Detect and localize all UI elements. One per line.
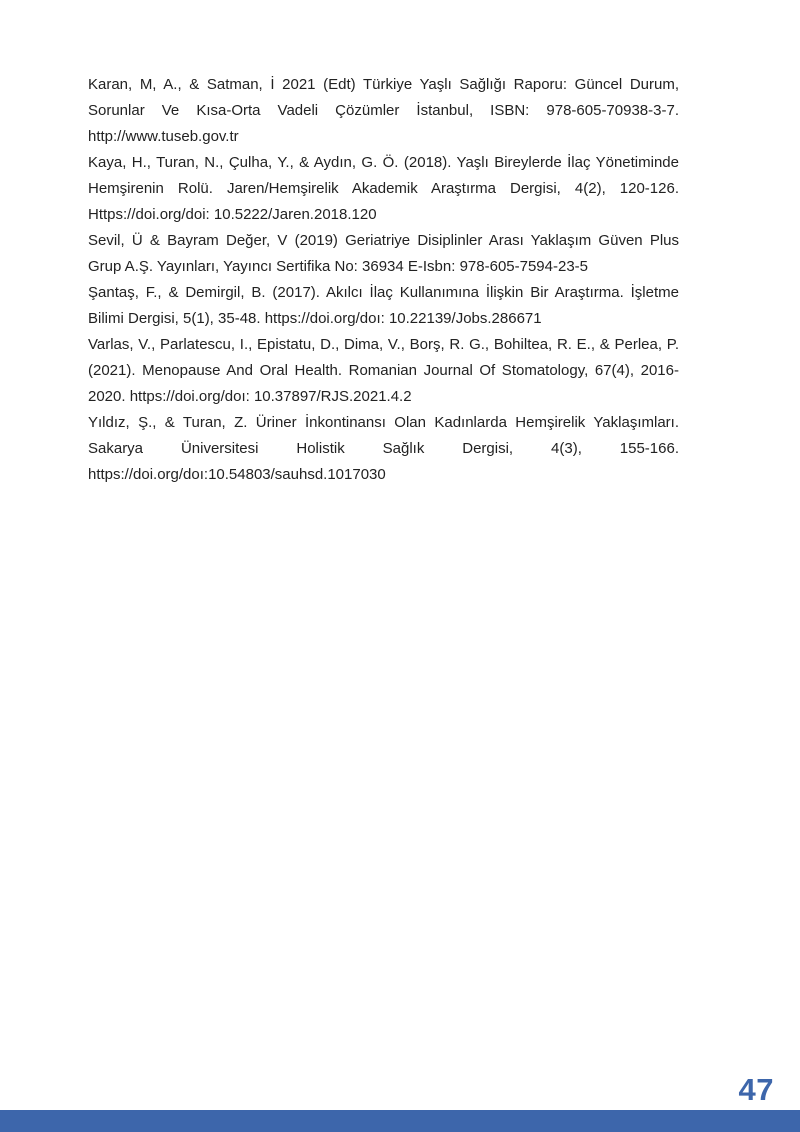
reference-entry-kaya: Kaya, H., Turan, N., Çulha, Y., & Aydın, G. Ö. (2018). Yaşlı Bireylerde İlaç Yönetiminde Hemşirenin Rolü. Jaren/Hemşirelik Akademik Araştırma Dergisi, 4(2), 120-126. Https://doi.org/doi: 10.5222/Jaren.2018.120 xyxy=(88,154,679,223)
reference-entry-sevil: Sevil, Ü & Bayram Değer, V (2019) Geriatriye Disiplinler Arası Yaklaşım Güven Plus Grup A.Ş. Yayınları, Yayıncı Sertifika No: 36934 E-Isbn: 978-605-7594-23-5 xyxy=(88,232,679,275)
reference-entry-karan: Karan, M, A., & Satman, İ 2021 (Edt) Türkiye Yaşlı Sağlığı Raporu: Güncel Durum, Sorunlar Ve Kısa-Orta Vadeli Çözümler İstanbul, ISBN: 978-605-70938-3-7. http://www.tuseb.gov.tr xyxy=(88,76,679,145)
reference-entry-yildiz: Yıldız, Ş., & Turan, Z. Üriner İnkontinansı Olan Kadınlarda Hemşirelik Yaklaşımları. Sakarya Üniversitesi Holistik Sağlık Dergisi, 4(3), 155-166. https://doi.org/doı:10.54803/sauhsd.1017030 xyxy=(88,414,679,483)
reference-entry-santas: Şantaş, F., & Demirgil, B. (2017). Akılcı İlaç Kullanımına İlişkin Bir Araştırma. İşletme Bilimi Dergisi, 5(1), 35-48. https://doi.org/doı: 10.22139/Jobs.286671 xyxy=(88,284,679,327)
reference-entry-varlas: Varlas, V., Parlatescu, I., Epistatu, D., Dima, V., Borş, R. G., Bohiltea, R. E., & Perlea, P. (2021). Menopause And Oral Health. Romanian Journal Of Stomatology, 67(4), 2016-2020. https://doi.org/doı: 10.37897/RJS.2021.4.2 xyxy=(88,336,679,405)
reference-list xyxy=(88,72,679,488)
page-number: 47 xyxy=(738,1072,774,1107)
footer-bar xyxy=(0,1110,800,1132)
